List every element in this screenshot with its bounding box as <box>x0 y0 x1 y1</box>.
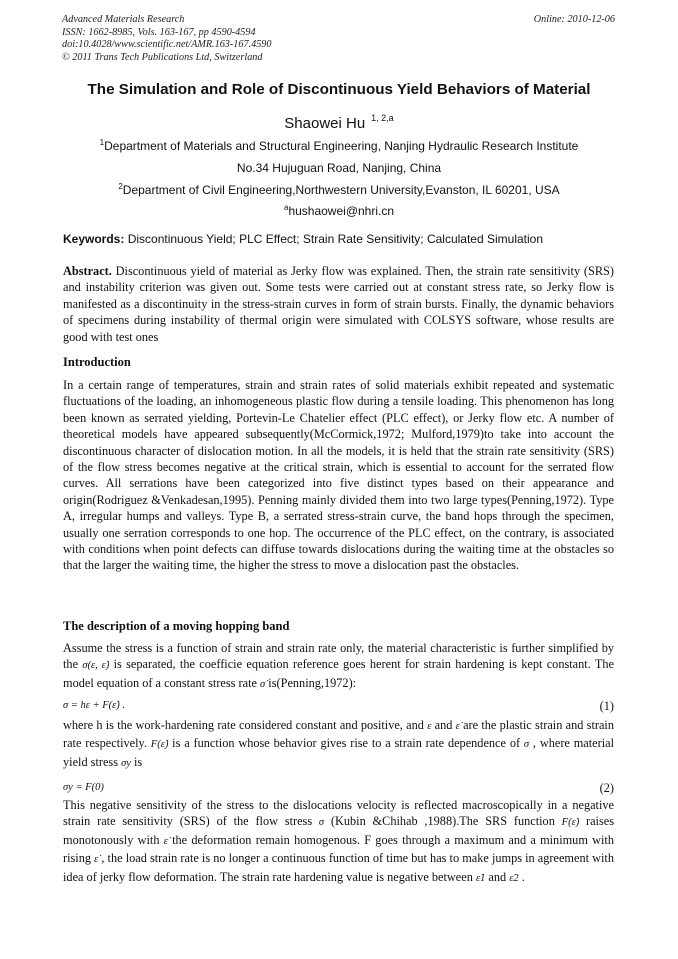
math-strain-rate: ε̇ <box>163 835 168 847</box>
math-strain-rate: ε̇ <box>455 721 460 732</box>
text-run: , where material yield stress <box>63 736 615 769</box>
text-run: (Kubin &Chihab ,1988).The SRS function <box>324 814 562 829</box>
math-stress-function: σ(ε, ε̇) <box>82 660 110 672</box>
math-strain-rate-1: ε̇1 <box>475 872 486 884</box>
email-sup: a <box>283 203 289 212</box>
text-run: are the plastic strain and strain rate respectively. <box>63 718 614 751</box>
email-text: hushaowei@nhri.cn <box>288 204 395 218</box>
affiliation-2 <box>0 182 678 197</box>
author-sup: 1, 2,a <box>371 113 394 123</box>
affiliation-text: Department of Materials and Structural Engineering, Nanjing Hydraulic Research Institute <box>104 139 579 153</box>
abstract <box>63 263 614 345</box>
section2-heading: The description of a moving hopping band <box>63 619 290 633</box>
text-run: where h is the work-hardening rate considered constant and positive, and <box>63 718 428 732</box>
author <box>0 113 678 132</box>
math-strain: ε <box>427 721 432 732</box>
affiliation-sup: 1 <box>99 138 105 147</box>
math-yield-stress: σy <box>121 757 131 769</box>
keywords-text: Discontinuous Yield; PLC Effect; Strain Rate Sensitivity; Calculated Simulation <box>124 232 544 246</box>
affiliation-1 <box>0 138 678 153</box>
author-email <box>0 203 678 218</box>
equation-1-expr: σ = hε + F(ε̇) . <box>63 700 126 711</box>
copyright-line: © 2011 Trans Tech Publications Ltd, Switzerland <box>62 51 263 63</box>
text-run: is a function whose behavior gives rise to a strain rate dependence of <box>168 736 524 751</box>
issn-line: ISSN: 1662-8985, Vols. 163-167, pp 4590-4594 <box>62 26 256 38</box>
journal-name: Advanced Materials Research <box>62 14 185 25</box>
online-date: Online: 2010-12-06 <box>533 14 615 25</box>
doi-line: doi:10.4028/www.scientific.net/AMR.163-167.4590 <box>62 39 272 51</box>
text-run: , the load strain rate is no longer a continuous function of time but has to make jumps in agreement with idea of jerky flow deformation. The strain rate hardening value is negative between <box>63 851 614 884</box>
text-run: Assume the stress is a function of strain and strain rate only, the material characteristic is further simplified by the <box>63 641 614 672</box>
equation-2 <box>63 781 614 793</box>
section2-paragraph-3 <box>63 797 614 887</box>
abstract-text: Discontinuous yield of material as Jerky flow was explained. Then, the strain rate sensitivity (SRS) and instability criterion was given out. Some tests were carried out at constant stress rate, so Jerky flow is manifested as a discontinuity in the stress-strain curves in form of strain bursts. Finally, the dynamic behaviors of specimens during instability of thermal origin were simulated with COLSYS software, whose results are good with test ones <box>63 264 614 344</box>
journal-header <box>62 14 271 64</box>
text-run: and <box>485 869 510 884</box>
affiliation-sup: 2 <box>118 182 123 191</box>
math-sigma: σ <box>318 817 325 829</box>
section2-paragraph-1 <box>63 640 614 693</box>
text-run: and <box>431 718 456 732</box>
affiliation-text: No.34 Hujuguan Road, Nanjing, China <box>236 161 442 175</box>
text-run: This negative sensitivity of the stress to the dislocations velocity is reflected macroscopically in a negative strain rate sensitivity (SRS) of the flow stress <box>63 798 614 829</box>
math-stress-rate: σ̇ <box>260 678 266 690</box>
equation-1-number: (1) <box>599 699 614 713</box>
text-run: is <box>130 754 143 769</box>
equation-2-number: (2) <box>599 781 614 795</box>
affiliation-text: Department of Civil Engineering,Northwestern University,Evanston, IL 60201, USA <box>122 183 560 197</box>
text-run: is separated, the coefficie equation reference goes herent for strain hardening is kept constant. The model equation of a constant stress rate <box>63 657 614 690</box>
equation-1 <box>63 699 614 711</box>
text-run: is(Penning,1972): <box>265 675 357 690</box>
affiliation-address <box>0 161 678 175</box>
text-run: raises monotonously with <box>63 814 615 847</box>
math-function-f: F(ε̇) <box>150 739 169 751</box>
keywords-label: Keywords: <box>63 232 125 246</box>
keywords <box>63 232 543 246</box>
math-sigma: σ <box>523 739 530 751</box>
math-strain-rate-2: ε̇2 <box>509 872 519 884</box>
author-name: Shaowei Hu <box>284 115 366 132</box>
text-run: the deformation remain homogenous. F goes through a maximum and a minimum with rising <box>63 832 614 866</box>
math-function-f: F(ε̇) <box>561 817 580 829</box>
abstract-label: Abstract. <box>63 264 112 278</box>
paper-title: The Simulation and Role of Discontinuous Yield Behaviors of Material <box>87 81 591 98</box>
equation-2-expr: σy = F(0) <box>63 782 104 793</box>
introduction-heading: Introduction <box>63 355 131 369</box>
math-strain-rate: ε̇ <box>94 854 99 866</box>
introduction-text: In a certain range of temperatures, strain and strain rates of solid materials exhibit repeated and systematic fluctuations of the loading, an inhomogeneous plastic flow during a tensile loading. This phenomenon has long been known as serrated yielding, Portevin-Le Chatelier effect (PLC effect), or Jerky flow etc. A number of theoretical models have appeared subsequently(McCormick,1972; Mulford,1979)to take into account the discontinuous character of dislocation motion. In all the models, it is held that the strain rate sensitivity (SRS) of the flow stress becomes negative at the critical strain, which is essential to account for the serrated flow curves. All serrations have been categorized into five distinct types based on their appearance and origin(Rodriguez &Venkadesan,1995). Penning mainly divided them into two large types(Penning,1972). Type A, irregular humps and valleys. Type B, a serrated stress-strain curve, the band hops through the specimen, usually one serration corresponds to one hop. The occurrence of the PLC effect, on the contrary, is associated with conditions when point defects can diffuse towards dislocations during the waiting time at the obstacles so that the larger the waiting time, the higher the stress to move a dislocation past the obstacles. <box>63 378 614 573</box>
section2-paragraph-2 <box>63 717 614 772</box>
text-run: . <box>518 869 525 884</box>
